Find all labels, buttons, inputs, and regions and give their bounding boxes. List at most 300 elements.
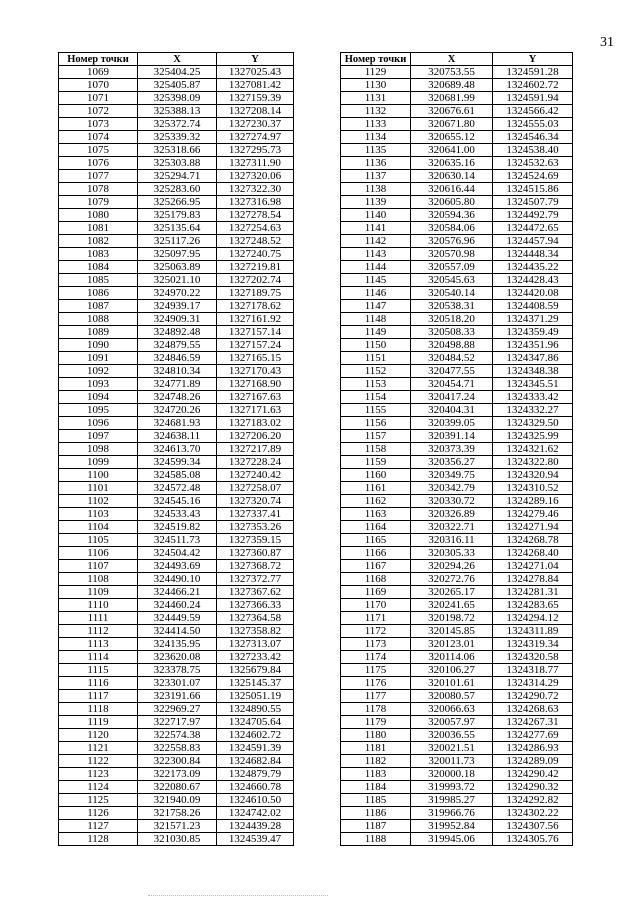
cell-y: 1327316.98 [217,196,294,209]
cell-x: 324466.21 [138,586,217,599]
cell-y: 1324879.79 [217,768,294,781]
table-row [59,222,294,235]
cell-point-number: 1106 [59,547,138,560]
cell-y: 1327219.81 [217,261,294,274]
cell-y: 1324320.58 [493,651,573,664]
cell-y: 1324351.96 [493,339,573,352]
cell-y: 1327254.63 [217,222,294,235]
cell-point-number: 1113 [59,638,138,651]
cell-x: 320036.55 [411,729,493,742]
table-row [341,287,573,300]
cell-x: 324545.16 [138,495,217,508]
table-row [59,755,294,768]
cell-y: 1327240.75 [217,248,294,261]
cell-x: 323620.08 [138,651,217,664]
table-row [59,768,294,781]
cell-x: 324504.42 [138,547,217,560]
cell-x: 320000.18 [411,768,493,781]
cell-y: 1324408.59 [493,300,573,313]
cell-point-number: 1117 [59,690,138,703]
cell-x: 320641.00 [411,144,493,157]
table-row [341,612,573,625]
table-row [341,430,573,443]
cell-x: 320198.72 [411,612,493,625]
table-row [341,729,573,742]
table-row [341,833,573,846]
cell-x: 325398.09 [138,92,217,105]
cell-point-number: 1079 [59,196,138,209]
cell-x: 320391.14 [411,430,493,443]
cell-y: 1324602.72 [493,79,573,92]
cell-x: 320123.01 [411,638,493,651]
cell-y: 1324546.34 [493,131,573,144]
cell-y: 1327157.14 [217,326,294,339]
table-row [341,703,573,716]
cell-point-number: 1073 [59,118,138,131]
table-row [59,157,294,170]
cell-point-number: 1169 [341,586,411,599]
cell-x: 320080.57 [411,690,493,703]
cell-x: 320576.96 [411,235,493,248]
table-row [341,209,573,222]
cell-point-number: 1170 [341,599,411,612]
cell-x: 319993.72 [411,781,493,794]
cell-y: 1324310.52 [493,482,573,495]
cell-point-number: 1126 [59,807,138,820]
cell-point-number: 1158 [341,443,411,456]
cell-point-number: 1134 [341,131,411,144]
table-row [341,755,573,768]
cell-x: 324681.93 [138,417,217,430]
cell-point-number: 1111 [59,612,138,625]
cell-x: 319966.76 [411,807,493,820]
cell-x: 320518.20 [411,313,493,326]
cell-point-number: 1118 [59,703,138,716]
cell-point-number: 1153 [341,378,411,391]
table-row [59,625,294,638]
cell-x: 324449.59 [138,612,217,625]
table-row [341,495,573,508]
cell-x: 320616.44 [411,183,493,196]
cell-point-number: 1125 [59,794,138,807]
cell-x: 324519.82 [138,521,217,534]
cell-y: 1324319.34 [493,638,573,651]
cell-x: 320630.14 [411,170,493,183]
cell-y: 1327208.14 [217,105,294,118]
cell-x: 324572.48 [138,482,217,495]
table-row [341,742,573,755]
cell-y: 1327178.62 [217,300,294,313]
cell-y: 1327359.15 [217,534,294,547]
table-row [59,170,294,183]
coordinates-table-right [340,52,573,846]
scan-artifact-line [148,895,328,897]
cell-y: 1325051.19 [217,690,294,703]
cell-point-number: 1182 [341,755,411,768]
cell-point-number: 1183 [341,768,411,781]
cell-x: 320322.71 [411,521,493,534]
table-row [341,768,573,781]
cell-point-number: 1139 [341,196,411,209]
cell-y: 1324333.42 [493,391,573,404]
cell-y: 1324322.80 [493,456,573,469]
cell-y: 1327322.30 [217,183,294,196]
cell-y: 1324318.77 [493,664,573,677]
cell-point-number: 1102 [59,495,138,508]
header-y: Y [217,53,294,66]
cell-point-number: 1143 [341,248,411,261]
cell-y: 1327165.15 [217,352,294,365]
cell-point-number: 1084 [59,261,138,274]
header-x: X [138,53,217,66]
cell-x: 320477.55 [411,365,493,378]
cell-point-number: 1078 [59,183,138,196]
cell-x: 322574.38 [138,729,217,742]
cell-point-number: 1138 [341,183,411,196]
cell-x: 320373.39 [411,443,493,456]
cell-x: 320272.76 [411,573,493,586]
cell-y: 1324591.39 [217,742,294,755]
table-row [341,482,573,495]
table-row [59,469,294,482]
table-row [341,196,573,209]
cell-y: 1327170.43 [217,365,294,378]
cell-x: 325021.10 [138,274,217,287]
cell-point-number: 1177 [341,690,411,703]
table-row [341,521,573,534]
table-row [341,794,573,807]
cell-y: 1327367.62 [217,586,294,599]
cell-point-number: 1071 [59,92,138,105]
table-row [341,651,573,664]
cell-y: 1324292.82 [493,794,573,807]
cell-y: 1327240.42 [217,469,294,482]
cell-point-number: 1137 [341,170,411,183]
header-x: X [411,53,493,66]
cell-y: 1324682.84 [217,755,294,768]
cell-x: 325266.95 [138,196,217,209]
table-row [59,833,294,846]
table-row [341,820,573,833]
cell-x: 320635.16 [411,157,493,170]
table-row [341,534,573,547]
cell-x: 320417.24 [411,391,493,404]
cell-point-number: 1115 [59,664,138,677]
cell-y: 1324345.51 [493,378,573,391]
cell-y: 1324268.63 [493,703,573,716]
cell-point-number: 1107 [59,560,138,573]
cell-point-number: 1081 [59,222,138,235]
table-row [59,560,294,573]
cell-point-number: 1110 [59,599,138,612]
table-row [341,248,573,261]
table-row [341,144,573,157]
cell-x: 320605.80 [411,196,493,209]
cell-x: 319985.27 [411,794,493,807]
cell-point-number: 1167 [341,560,411,573]
cell-point-number: 1132 [341,105,411,118]
cell-y: 1324267.31 [493,716,573,729]
cell-y: 1327313.07 [217,638,294,651]
table-row [341,352,573,365]
cell-point-number: 1129 [341,66,411,79]
table-row [341,469,573,482]
table-row [59,326,294,339]
cell-point-number: 1136 [341,157,411,170]
cell-point-number: 1069 [59,66,138,79]
cell-point-number: 1144 [341,261,411,274]
cell-y: 1324359.49 [493,326,573,339]
cell-y: 1324420.08 [493,287,573,300]
cell-y: 1327081.42 [217,79,294,92]
table-row [341,391,573,404]
cell-point-number: 1119 [59,716,138,729]
table-row [341,183,573,196]
cell-x: 324970.22 [138,287,217,300]
table-row [341,560,573,573]
cell-x: 321030.85 [138,833,217,846]
cell-point-number: 1140 [341,209,411,222]
cell-x: 322080.67 [138,781,217,794]
cell-point-number: 1094 [59,391,138,404]
cell-x: 320753.55 [411,66,493,79]
table-row [59,638,294,651]
cell-x: 323378.75 [138,664,217,677]
cell-x: 320676.61 [411,105,493,118]
cell-y: 1324539.47 [217,833,294,846]
header-point-number: Номер точки [341,53,411,66]
cell-point-number: 1092 [59,365,138,378]
cell-y: 1325145.37 [217,677,294,690]
cell-x: 321940.09 [138,794,217,807]
cell-x: 324493.69 [138,560,217,573]
cell-x: 322558.83 [138,742,217,755]
cell-point-number: 1135 [341,144,411,157]
cell-x: 323191.66 [138,690,217,703]
table-row [59,66,294,79]
cell-y: 1327228.24 [217,456,294,469]
cell-y: 1324507.79 [493,196,573,209]
cell-y: 1324279.46 [493,508,573,521]
cell-x: 320356.27 [411,456,493,469]
cell-y: 1324332.27 [493,404,573,417]
cell-x: 324810.34 [138,365,217,378]
cell-point-number: 1128 [59,833,138,846]
table-row [341,157,573,170]
table-row [341,105,573,118]
cell-point-number: 1100 [59,469,138,482]
cell-x: 324939.17 [138,300,217,313]
cell-x: 325318.66 [138,144,217,157]
cell-x: 320011.73 [411,755,493,768]
cell-y: 1327025.43 [217,66,294,79]
cell-x: 320655.12 [411,131,493,144]
cell-point-number: 1088 [59,313,138,326]
cell-point-number: 1083 [59,248,138,261]
cell-y: 1324555.03 [493,118,573,131]
cell-x: 320538.31 [411,300,493,313]
table-row [341,807,573,820]
table-row [341,131,573,144]
cell-point-number: 1186 [341,807,411,820]
cell-y: 1324435.22 [493,261,573,274]
cell-x: 321758.26 [138,807,217,820]
cell-y: 1324307.56 [493,820,573,833]
cell-y: 1324289.16 [493,495,573,508]
cell-y: 1324347.86 [493,352,573,365]
cell-x: 320066.63 [411,703,493,716]
table-row [59,534,294,547]
table-row [341,274,573,287]
cell-x: 320342.79 [411,482,493,495]
cell-point-number: 1070 [59,79,138,92]
cell-x: 324511.73 [138,534,217,547]
cell-point-number: 1147 [341,300,411,313]
cell-y: 1327159.39 [217,92,294,105]
cell-x: 324490.10 [138,573,217,586]
cell-x: 325388.13 [138,105,217,118]
cell-y: 1324281.31 [493,586,573,599]
cell-point-number: 1097 [59,430,138,443]
table-row [59,482,294,495]
cell-y: 1324290.42 [493,768,573,781]
table-row [59,651,294,664]
cell-point-number: 1180 [341,729,411,742]
cell-x: 324460.24 [138,599,217,612]
cell-y: 1324271.04 [493,560,573,573]
cell-point-number: 1149 [341,326,411,339]
cell-point-number: 1103 [59,508,138,521]
cell-point-number: 1122 [59,755,138,768]
cell-x: 320021.51 [411,742,493,755]
cell-x: 324613.70 [138,443,217,456]
cell-point-number: 1114 [59,651,138,664]
cell-point-number: 1109 [59,586,138,599]
table-row [59,729,294,742]
cell-y: 1327167.63 [217,391,294,404]
table-row [59,404,294,417]
cell-y: 1324492.79 [493,209,573,222]
cell-y: 1327248.52 [217,235,294,248]
table-row [59,664,294,677]
cell-point-number: 1148 [341,313,411,326]
cell-y: 1324439.28 [217,820,294,833]
cell-x: 320540.14 [411,287,493,300]
cell-point-number: 1074 [59,131,138,144]
table-row [59,742,294,755]
cell-point-number: 1091 [59,352,138,365]
table-row [341,404,573,417]
cell-x: 319945.06 [411,833,493,846]
cell-x: 325404.25 [138,66,217,79]
table-row [59,521,294,534]
cell-point-number: 1124 [59,781,138,794]
table-row [341,313,573,326]
cell-y: 1324348.38 [493,365,573,378]
cell-point-number: 1120 [59,729,138,742]
cell-x: 320114.06 [411,651,493,664]
cell-point-number: 1090 [59,339,138,352]
table-row [341,638,573,651]
table-row [341,599,573,612]
table-row [341,586,573,599]
table-row [341,547,573,560]
table-row [59,573,294,586]
cell-y: 1327230.37 [217,118,294,131]
cell-x: 320241.65 [411,599,493,612]
cell-x: 320057.97 [411,716,493,729]
table-row [59,417,294,430]
table-row [341,716,573,729]
table-row [341,417,573,430]
cell-y: 1324325.99 [493,430,573,443]
cell-y: 1324321.62 [493,443,573,456]
table-row [341,456,573,469]
cell-point-number: 1072 [59,105,138,118]
cell-point-number: 1185 [341,794,411,807]
cell-y: 1324538.40 [493,144,573,157]
cell-point-number: 1123 [59,768,138,781]
cell-x: 319952.84 [411,820,493,833]
cell-point-number: 1159 [341,456,411,469]
table-row [59,690,294,703]
cell-x: 324135.95 [138,638,217,651]
cell-x: 325135.64 [138,222,217,235]
cell-point-number: 1133 [341,118,411,131]
cell-y: 1324742.02 [217,807,294,820]
table-row [341,677,573,690]
cell-x: 320689.48 [411,79,493,92]
table-row [341,222,573,235]
table-row [59,495,294,508]
cell-x: 324638.11 [138,430,217,443]
table-row [341,170,573,183]
cell-point-number: 1093 [59,378,138,391]
cell-x: 320294.26 [411,560,493,573]
table-row [59,677,294,690]
header-point-number: Номер точки [59,53,138,66]
cell-point-number: 1130 [341,79,411,92]
cell-y: 1324524.69 [493,170,573,183]
cell-y: 1324515.86 [493,183,573,196]
cell-x: 324846.59 [138,352,217,365]
cell-x: 320454.71 [411,378,493,391]
cell-y: 1324566.42 [493,105,573,118]
cell-y: 1327366.33 [217,599,294,612]
cell-point-number: 1131 [341,92,411,105]
cell-y: 1324705.64 [217,716,294,729]
cell-x: 320498.88 [411,339,493,352]
cell-point-number: 1173 [341,638,411,651]
coordinates-table-left [58,52,294,846]
cell-x: 320681.99 [411,92,493,105]
cell-y: 1324302.22 [493,807,573,820]
cell-y: 1327337.41 [217,508,294,521]
cell-point-number: 1156 [341,417,411,430]
table-row [341,118,573,131]
table-row [59,456,294,469]
cell-x: 324533.43 [138,508,217,521]
cell-y: 1327372.77 [217,573,294,586]
cell-point-number: 1175 [341,664,411,677]
table-row [59,599,294,612]
table-row [59,443,294,456]
cell-x: 324879.55 [138,339,217,352]
table-row [341,300,573,313]
table-row [59,131,294,144]
table-row [59,183,294,196]
table-row [59,716,294,729]
